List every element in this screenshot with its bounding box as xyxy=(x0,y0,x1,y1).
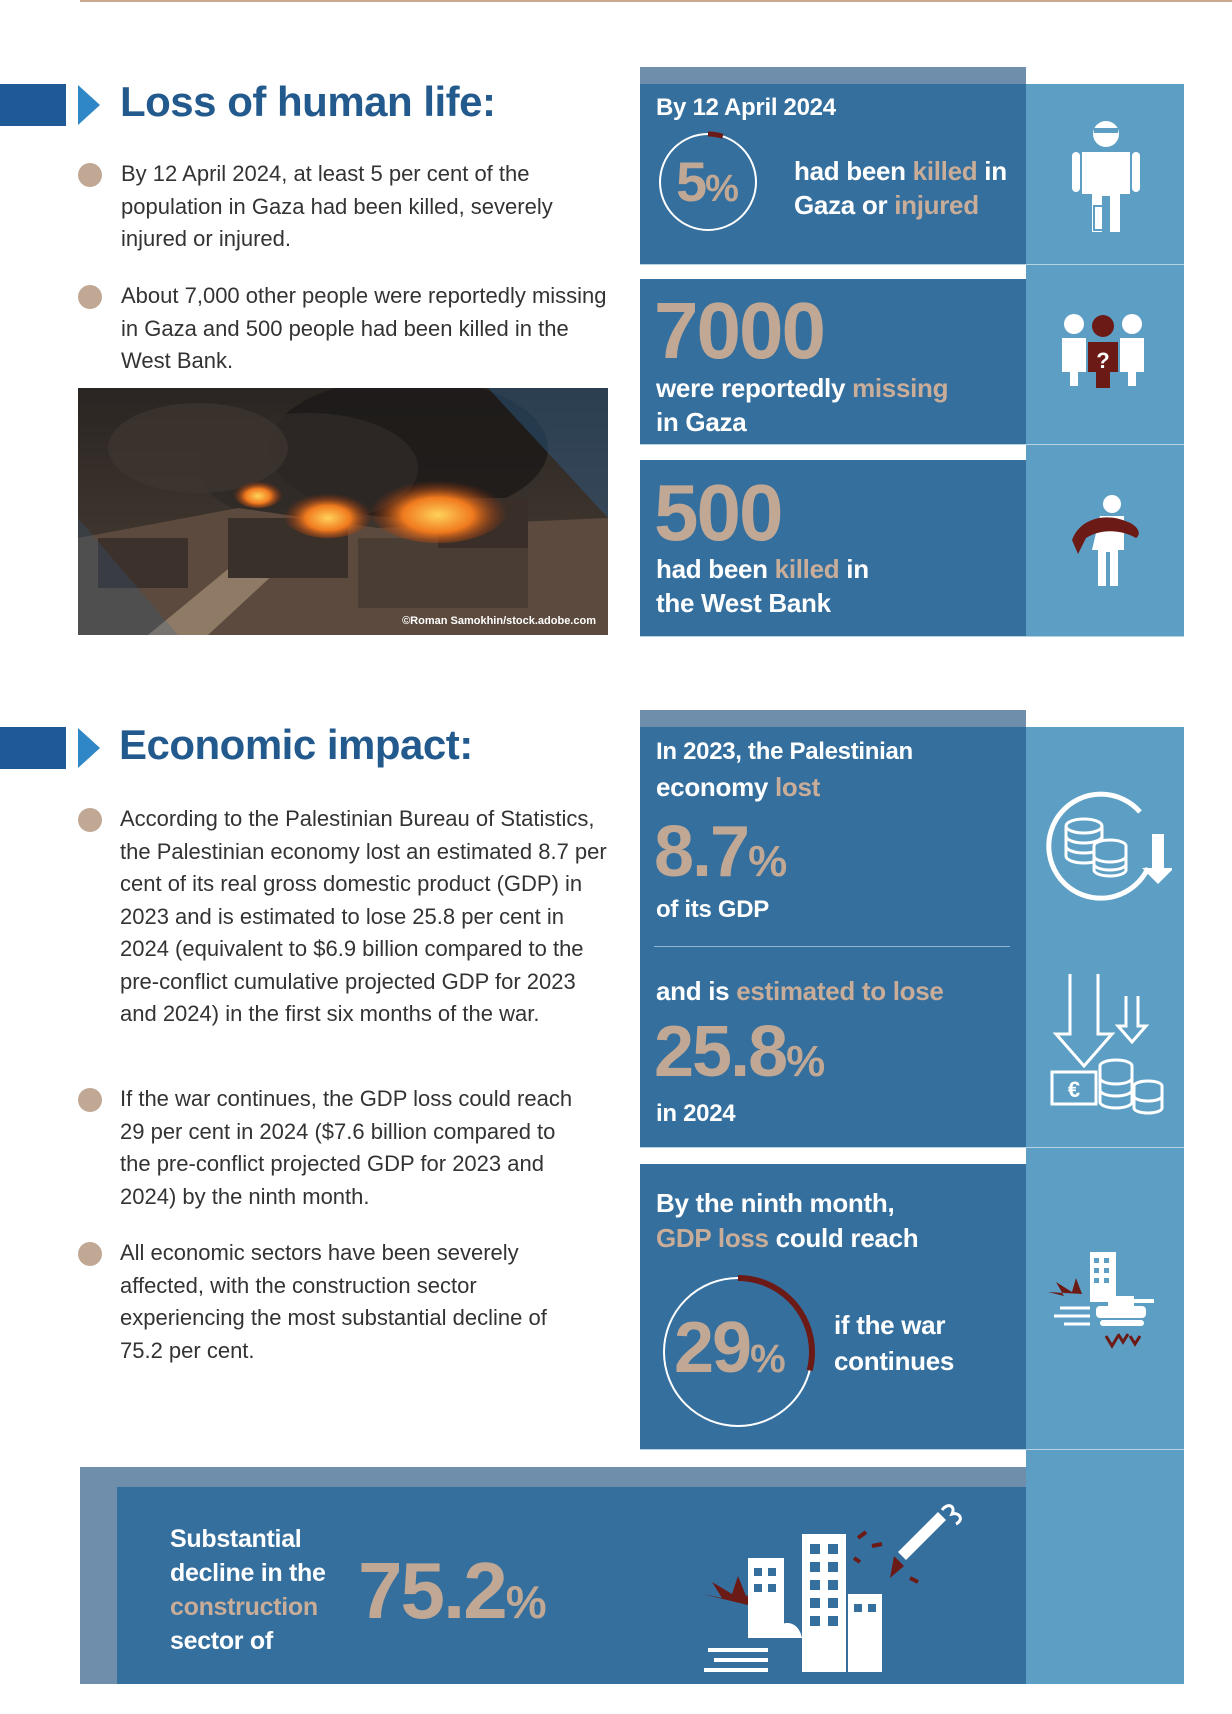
econ3-caption-line1: if the war xyxy=(834,1310,946,1340)
econ2-value-wrap xyxy=(654,1012,823,1102)
stat1-text: Gaza or xyxy=(794,190,895,220)
stat2-line2: in Gaza xyxy=(656,407,747,437)
economic-bullet-1: According to the Palestinian Bureau of Statistics, the Palestinian economy lost an estimated 8.7 per cent of its real gross domestic product (GDP) in 2023 and is estimated to lose 25.8 per cent in 2024 (equivalent to $6.9 billion compared to the pre-conflict cumulative projected GDP for 2023 and 2024) in the first six months of the war. xyxy=(120,806,607,1026)
econ4-text-block xyxy=(170,1522,326,1658)
photo-credit: ©Roman Samokhin/stock.adobe.com xyxy=(402,615,596,627)
econ3-line1: By the ninth month, xyxy=(656,1188,895,1218)
econ4-line2: decline in the xyxy=(170,1559,326,1587)
econ3-text: could reach xyxy=(768,1223,919,1253)
bullet-dot xyxy=(78,1242,102,1266)
panel-top-strip xyxy=(640,67,1026,85)
stat2-highlight: missing xyxy=(852,373,949,403)
econ2-line1 xyxy=(656,976,944,1007)
section-bar xyxy=(0,727,66,769)
economic-bullet-3: All economic sectors have been severely affected, with the construction sector experiencing the most substantial decline of 75.2 per cent. xyxy=(120,1240,547,1363)
stat3-text: in xyxy=(839,554,869,584)
econ1-line1: In 2023, the Palestinian xyxy=(656,738,913,765)
economic-bullet-2: If the war continues, the GDP loss could reach 29 per cent in 2024 ($7.6 billion compared to the pre-conflict projected GDP for 2023 and 2024) by the ninth month. xyxy=(120,1086,573,1209)
econ1-text: economy xyxy=(656,772,775,802)
econ3-caption-line2: continues xyxy=(834,1346,955,1376)
injured-person-icon xyxy=(1066,118,1146,234)
econ1-caption: of its GDP xyxy=(656,896,770,923)
economic-section-title: Economic impact: xyxy=(119,721,473,768)
stat1-unit: % xyxy=(705,168,737,210)
stat3-line1 xyxy=(656,554,869,585)
photo-illustration xyxy=(78,388,608,635)
econ4-line4: sector of xyxy=(170,1627,273,1655)
econ1-unit: % xyxy=(748,837,786,886)
stat2-line1 xyxy=(656,373,948,404)
destroyed-buildings-icon xyxy=(698,1498,968,1678)
econ1-highlight: lost xyxy=(774,772,820,802)
top-rule xyxy=(80,0,1232,2)
section-arrow-icon xyxy=(78,85,100,125)
stat3-highlight: killed xyxy=(774,554,840,584)
econ4-value: 75.2 xyxy=(358,1546,506,1635)
stat2-text: were reportedly xyxy=(656,373,853,403)
bullet-dot xyxy=(78,285,102,309)
loss-bullet-1: By 12 April 2024, at least 5 per cent of the population in Gaza had been killed, severely injured or injured. xyxy=(121,161,553,251)
tank-explosion-icon xyxy=(1046,1248,1156,1360)
econ3-highlight: GDP loss xyxy=(656,1223,769,1253)
econ3-unit: % xyxy=(750,1337,784,1381)
section-bar xyxy=(0,84,66,126)
stat3-line2: the West Bank xyxy=(656,588,831,618)
econ4-unit: % xyxy=(505,1576,545,1628)
stat1-highlight: injured xyxy=(894,190,979,220)
stat1-heading: By 12 April 2024 xyxy=(656,94,836,121)
money-down-arrows-icon xyxy=(1050,970,1168,1130)
stat2-value: 7000 xyxy=(654,286,824,375)
divider xyxy=(640,1449,1184,1450)
divider xyxy=(640,264,1184,265)
econ2-value: 25.8 xyxy=(654,1012,787,1092)
missing-people-icon xyxy=(1060,312,1146,388)
econ3-value: 29 xyxy=(674,1308,751,1388)
coins-decline-icon xyxy=(1044,790,1172,906)
econ4-line1: Substantial xyxy=(170,1525,302,1553)
bullet-dot xyxy=(78,1088,102,1112)
section-arrow-icon xyxy=(78,728,100,768)
econ3-value-wrap xyxy=(674,1308,784,1399)
econ2-caption: in 2024 xyxy=(656,1100,736,1127)
stat1-line1 xyxy=(794,156,1007,187)
stat3-value: 500 xyxy=(654,468,782,557)
bullet-dot xyxy=(78,163,102,187)
bullet-dot xyxy=(78,808,102,832)
stat1-text: in xyxy=(977,156,1007,186)
panel-top-strip xyxy=(640,710,1026,728)
econ3-line2 xyxy=(656,1223,918,1254)
econ2-highlight: estimated to lose xyxy=(736,976,944,1006)
econ1-line2 xyxy=(656,772,820,803)
stat1-value: 5 xyxy=(676,150,706,213)
stat1-text: had been xyxy=(794,156,913,186)
stat1-value-wrap xyxy=(676,150,737,221)
stat3-text: had been xyxy=(656,554,775,584)
stat1-line2 xyxy=(794,190,979,221)
divider xyxy=(640,1147,1184,1148)
econ4-line3: construction xyxy=(170,1593,318,1621)
person-carrying-body-icon xyxy=(1066,492,1146,588)
burning-buildings-photo xyxy=(78,388,608,635)
inner-divider xyxy=(654,946,1010,947)
divider xyxy=(640,636,1184,637)
stat1-highlight: killed xyxy=(912,156,978,186)
econ2-unit: % xyxy=(786,1037,824,1086)
loss-bullet-2: About 7,000 other people were reportedly missing in Gaza and 500 people had been killed in the West Bank. xyxy=(121,283,607,373)
divider xyxy=(640,444,1184,445)
svg-text:€: € xyxy=(1067,1077,1081,1102)
econ1-value: 8.7 xyxy=(654,812,749,892)
loss-section-title: Loss of human life: xyxy=(120,78,496,125)
econ1-value-wrap xyxy=(654,812,785,902)
econ4-value-wrap xyxy=(358,1548,545,1645)
svg-text:?: ? xyxy=(1096,348,1110,373)
econ2-text: and is xyxy=(656,976,737,1006)
